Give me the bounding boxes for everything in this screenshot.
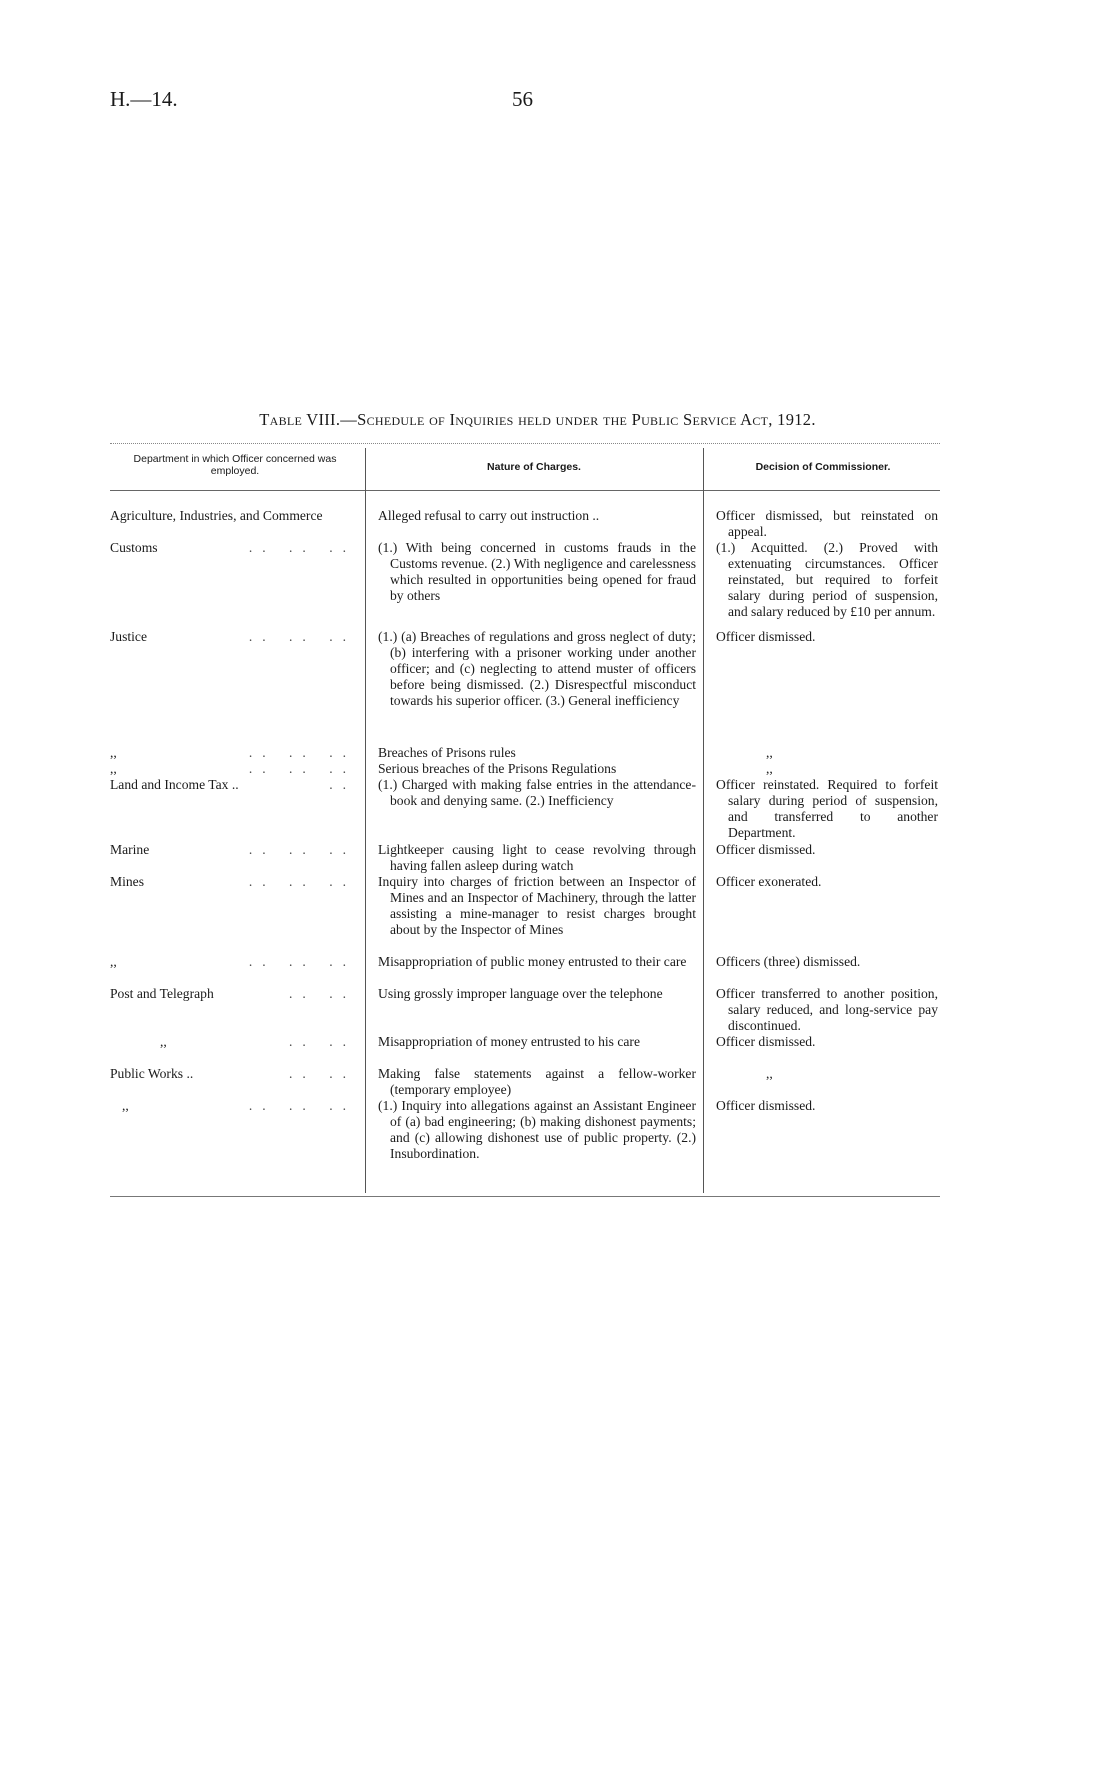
page-reference: H.—14. — [110, 87, 178, 111]
department-cell: Marine .. .. .. — [110, 842, 356, 857]
department-cell: Public Works .. .. .. — [110, 1066, 356, 1081]
dot-leader: .. .. .. — [248, 761, 356, 776]
department-cell: Mines .. .. .. — [110, 874, 356, 889]
decision-cell: ,, — [766, 745, 773, 760]
dot-leader: .. .. — [289, 986, 356, 1001]
table-header-rule — [110, 490, 940, 491]
decision-cell: Officer dismissed, but reinstated on appeal. — [716, 508, 938, 539]
decision-cell: Officer exonerated. — [716, 874, 822, 889]
decision-cell: Officer transferred to another position, salary reduced, and long-service pay discontinued. — [716, 986, 938, 1033]
charges-cell: (1.) Charged with making false entries in the attendance-book and denying same. (2.) Inefficiency — [378, 777, 696, 808]
charges-cell: Misappropriation of money entrusted to his care — [378, 1034, 640, 1049]
decision-cell: ,, — [766, 761, 773, 776]
decision-cell: Officer reinstated. Required to forfeit salary during period of suspension, and transferred to another Department. — [716, 777, 938, 840]
department-cell: ,, .. .. .. — [110, 745, 356, 760]
department-cell: ,, .. .. — [160, 1034, 356, 1049]
charges-cell: Inquiry into charges of friction between an Inspector of Mines and an Inspector of Machinery, through the latter assisting a mine-manager to resist charges brought about by the Inspector of Mines — [378, 874, 696, 937]
department-cell: Customs .. .. .. — [110, 540, 356, 555]
dot-leader: .. .. — [289, 1066, 356, 1081]
charges-cell: (1.) With being concerned in customs frauds in the Customs revenue. (2.) With negligence and carelessness which resulted in opportunities being opened for fraud by others — [378, 540, 696, 603]
charges-cell: Misappropriation of public money entrusted to their care — [378, 954, 687, 969]
dot-leader: .. .. .. — [248, 629, 356, 644]
decision-cell: ,, — [766, 1066, 773, 1081]
table-top-rule — [110, 443, 940, 444]
dot-leader: .. .. .. — [248, 745, 356, 760]
department-cell: ,, .. .. .. — [110, 954, 356, 969]
charges-cell: Breaches of Prisons rules — [378, 745, 516, 760]
charges-cell: Alleged refusal to carry out instruction .. — [378, 508, 600, 523]
decision-cell: Officer dismissed. — [716, 629, 816, 644]
dot-leader: .. .. .. — [248, 842, 356, 857]
dot-leader: .. — [329, 777, 356, 792]
department-cell: ,, .. .. .. — [110, 761, 356, 776]
column-divider — [365, 448, 366, 1193]
charges-cell: Lightkeeper causing light to cease revolving through having fallen asleep during watch — [378, 842, 696, 873]
table-title-prefix: Table VIII.— — [259, 410, 358, 429]
decision-cell: Officer dismissed. — [716, 1098, 816, 1113]
column-header-charges: Nature of Charges. — [487, 461, 581, 473]
charges-cell: Serious breaches of the Prisons Regulations — [378, 761, 617, 776]
decision-cell: Officer dismissed. — [716, 1034, 816, 1049]
dot-leader: .. .. .. — [248, 874, 356, 889]
column-divider — [703, 448, 704, 1193]
column-header-department: Department in which Officer concerned was employed. — [133, 453, 337, 477]
department-cell: ,, .. .. .. — [122, 1098, 356, 1113]
dot-leader: .. .. .. — [248, 540, 356, 555]
table-title-main: Schedule of Inquiries held under the Public Service Act, 1912. — [357, 410, 816, 429]
decision-cell: Officers (three) dismissed. — [716, 954, 861, 969]
charges-cell: (1.) Inquiry into allegations against an Assistant Engineer of (a) bad engineering; (b) making dishonest payments; and (c) allowing dishonest use of public property. (2.) Insubordination. — [378, 1098, 696, 1161]
charges-cell: (1.) (a) Breaches of regulations and gross neglect of duty; (b) interfering with a prisoner working under another officer; and (c) neglecting to attend muster of officers before being dismissed. (2.) Disrespectful misconduct towards his superior officer. (3.) General inefficiency — [378, 629, 696, 708]
table-bottom-rule — [110, 1196, 940, 1197]
charges-cell: Using grossly improper language over the telephone — [378, 986, 663, 1001]
dot-leader: .. .. .. — [248, 954, 356, 969]
column-header-decision: Decision of Commissioner. — [755, 461, 891, 473]
decision-cell: (1.) Acquitted. (2.) Proved with extenuating circumstances. Officer reinstated, but required to forfeit salary during period of suspension, and salary reduced by £10 per annum. — [716, 540, 938, 619]
department-cell: Land and Income Tax .. .. — [110, 777, 356, 792]
dot-leader: .. .. — [289, 1034, 356, 1049]
department-cell: Post and Telegraph .. .. — [110, 986, 356, 1001]
decision-cell: Officer dismissed. — [716, 842, 816, 857]
department-cell: Justice .. .. .. — [110, 629, 356, 644]
table-title — [110, 410, 965, 430]
dot-leader: .. .. .. — [248, 1098, 356, 1113]
charges-cell: Making false statements against a fellow-worker (temporary employee) — [378, 1066, 696, 1097]
page-number: 56 — [512, 87, 533, 111]
department-cell: Agriculture, Industries, and Commerce — [110, 508, 323, 523]
